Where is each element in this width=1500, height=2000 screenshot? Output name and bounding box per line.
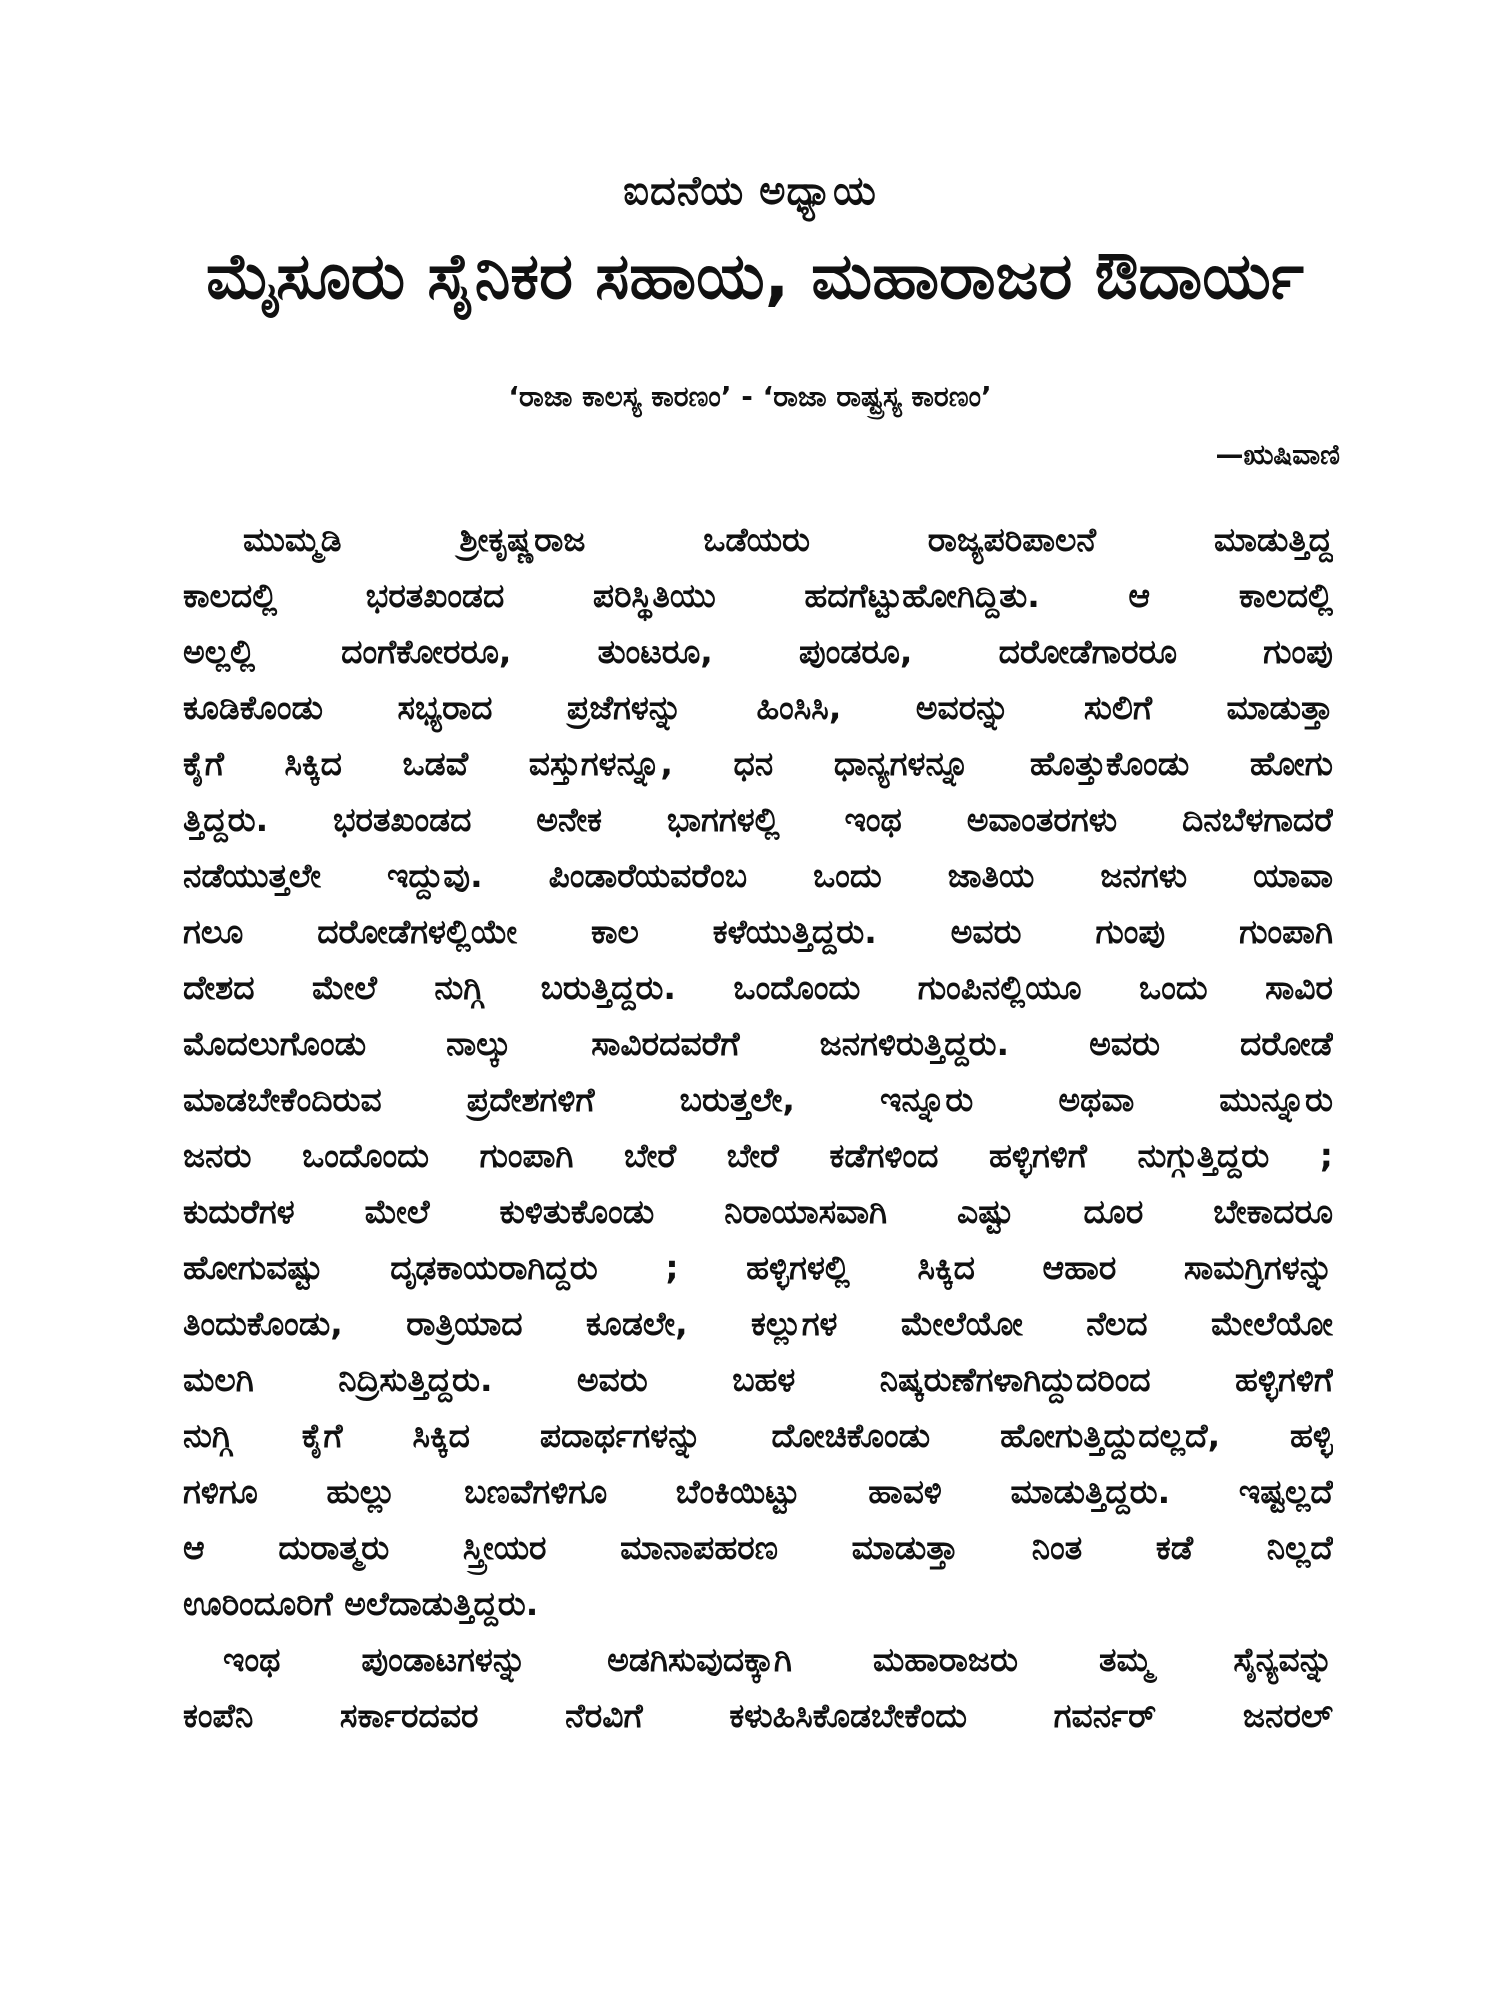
epigraph-quote: ‘ರಾಜಾ ಕಾಲಸ್ಯ ಕಾರಣಂ’ - ‘ರಾಜಾ ರಾಷ್ಟ್ರಸ್ಯ ಕಾರಣಂ’ <box>508 380 992 413</box>
text-line: ಜನರು ಒಂದೊಂದು ಗುಂಪಾಗಿ ಬೇರೆ ಬೇರೆ ಕಡೆಗಳಿಂದ ಹಳ್ಳಿಗಳಿಗೆ ನುಗ್ಗುತ್ತಿದ್ದರು ; <box>183 1136 1333 1175</box>
text-line: ಕೂಡಿಕೊಂಡು ಸಭ್ಯರಾದ ಪ್ರಜೆಗಳನ್ನು ಹಿಂಸಿಸಿ, ಅವರನ್ನು ಸುಲಿಗೆ ಮಾಡುತ್ತಾ <box>183 688 1333 727</box>
text-line: ಮುಮ್ಮಡಿ ಶ್ರೀಕೃಷ್ಣರಾಜ ಒಡೆಯರು ರಾಜ್ಯಪರಿಪಾಲನೆ ಮಾಡುತ್ತಿದ್ದ <box>243 520 1333 559</box>
text-line: ಕುದುರೆಗಳ ಮೇಲೆ ಕುಳಿತುಕೊಂಡು ನಿರಾಯಾಸವಾಗಿ ಎಷ್ಟು ದೂರ ಬೇಕಾದರೂ <box>183 1192 1333 1231</box>
epigraph-attribution: —ಋಷಿವಾಣಿ <box>1215 438 1340 471</box>
text-line: ಕಾಲದಲ್ಲಿ ಭರತಖಂಡದ ಪರಿಸ್ಥಿತಿಯು ಹದಗೆಟ್ಟುಹೋಗಿದ್ದಿತು. ಆ ಕಾಲದಲ್ಲಿ <box>183 576 1333 615</box>
text-line: ಗಳಿಗೂ ಹುಲ್ಲು ಬಣವೆಗಳಿಗೂ ಬೆಂಕಿಯಿಟ್ಟು ಹಾವಳಿ ಮಾಡುತ್ತಿದ್ದರು. ಇಷ್ಟಲ್ಲದೆ <box>183 1472 1333 1511</box>
text-line: ತಿಂದುಕೊಂಡು, ರಾತ್ರಿಯಾದ ಕೂಡಲೇ, ಕಲ್ಲುಗಳ ಮೇಲೆಯೋ ನೆಲದ ಮೇಲೆಯೋ <box>183 1304 1333 1343</box>
text-line: ತ್ತಿದ್ದರು. ಭರತಖಂಡದ ಅನೇಕ ಭಾಗಗಳಲ್ಲಿ ಇಂಥ ಅವಾಂತರಗಳು ದಿನಬೆಳಗಾದರೆ <box>183 800 1333 839</box>
text-line: ಊರಿಂದೂರಿಗೆ ಅಲೆದಾಡುತ್ತಿದ್ದರು. <box>183 1584 539 1623</box>
text-line: ಮೊದಲುಗೊಂಡು ನಾಲ್ಕು ಸಾವಿರದವರೆಗೆ ಜನಗಳಿರುತ್ತಿದ್ದರು. ಅವರು ದರೋಡೆ <box>183 1024 1333 1063</box>
text-line: ಕಂಪೆನಿ ಸರ್ಕಾರದವರ ನೆರವಿಗೆ ಕಳುಹಿಸಿಕೊಡಬೇಕೆಂದು ಗವರ್ನರ್ ಜನರಲ್ <box>183 1696 1333 1735</box>
text-line: ನುಗ್ಗಿ ಕೈಗೆ ಸಿಕ್ಕಿದ ಪದಾರ್ಥಗಳನ್ನು ದೋಚಿಕೊಂಡು ಹೋಗುತ್ತಿದ್ದುದಲ್ಲದೆ, ಹಳ್ಳಿ <box>183 1416 1333 1455</box>
text-line: ಆ ದುರಾತ್ಮರು ಸ್ತ್ರೀಯರ ಮಾನಾಪಹರಣ ಮಾಡುತ್ತಾ ನಿಂತ ಕಡೆ ನಿಲ್ಲದೆ <box>183 1528 1333 1567</box>
text-line: ಹೋಗುವಷ್ಟು ದೃಢಕಾಯರಾಗಿದ್ದರು ; ಹಳ್ಳಿಗಳಲ್ಲಿ ಸಿಕ್ಕಿದ ಆಹಾರ ಸಾಮಗ್ರಿಗಳನ್ನು <box>183 1248 1333 1287</box>
text-line: ನಡೆಯುತ್ತಲೇ ಇದ್ದುವು. ಪಿಂಡಾರೆಯವರೆಂಬ ಒಂದು ಜಾತಿಯ ಜನಗಳು ಯಾವಾ <box>183 856 1333 895</box>
body-text <box>183 512 1333 1744</box>
text-line: ದೇಶದ ಮೇಲೆ ನುಗ್ಗಿ ಬರುತ್ತಿದ್ದರು. ಒಂದೊಂದು ಗುಂಪಿನಲ್ಲಿಯೂ ಒಂದು ಸಾವಿರ <box>183 968 1333 1007</box>
text-line: ಅಲ್ಲಲ್ಲಿ ದಂಗೆಕೋರರೂ, ತುಂಟರೂ, ಪುಂಡರೂ, ದರೋಡೆಗಾರರೂ ಗುಂಪು <box>183 632 1333 671</box>
chapter-label: ಐದನೆಯ ಅಧ್ಯಾಯ <box>623 168 877 214</box>
text-line: ಮಲಗಿ ನಿದ್ರಿಸುತ್ತಿದ್ದರು. ಅವರು ಬಹಳ ನಿಷ್ಕರುಣೆಗಳಾಗಿದ್ದುದರಿಂದ ಹಳ್ಳಿಗಳಿಗೆ <box>183 1360 1333 1399</box>
text-line: ಇಂಥ ಪುಂಡಾಟಗಳನ್ನು ಅಡಗಿಸುವುದಕ್ಕಾಗಿ ಮಹಾರಾಜರು ತಮ್ಮ ಸೈನ್ಯವನ್ನು <box>223 1640 1333 1679</box>
chapter-title: ಮೈಸೂರು ಸೈನಿಕರ ಸಹಾಯ, ಮಹಾರಾಜರ ಔದಾರ್ಯ <box>206 240 1304 314</box>
text-line: ಮಾಡಬೇಕೆಂದಿರುವ ಪ್ರದೇಶಗಳಿಗೆ ಬರುತ್ತಲೇ, ಇನ್ನೂರು ಅಥವಾ ಮುನ್ನೂರು <box>183 1080 1333 1119</box>
text-line: ಗಲೂ ದರೋಡೆಗಳಲ್ಲಿಯೇ ಕಾಲ ಕಳೆಯುತ್ತಿದ್ದರು. ಅವರು ಗುಂಪು ಗುಂಪಾಗಿ <box>183 912 1333 951</box>
text-line: ಕೈಗೆ ಸಿಕ್ಕಿದ ಒಡವೆ ವಸ್ತುಗಳನ್ನೂ, ಧನ ಧಾನ್ಯಗಳನ್ನೂ ಹೊತ್ತುಕೊಂಡು ಹೋಗು <box>183 744 1333 783</box>
